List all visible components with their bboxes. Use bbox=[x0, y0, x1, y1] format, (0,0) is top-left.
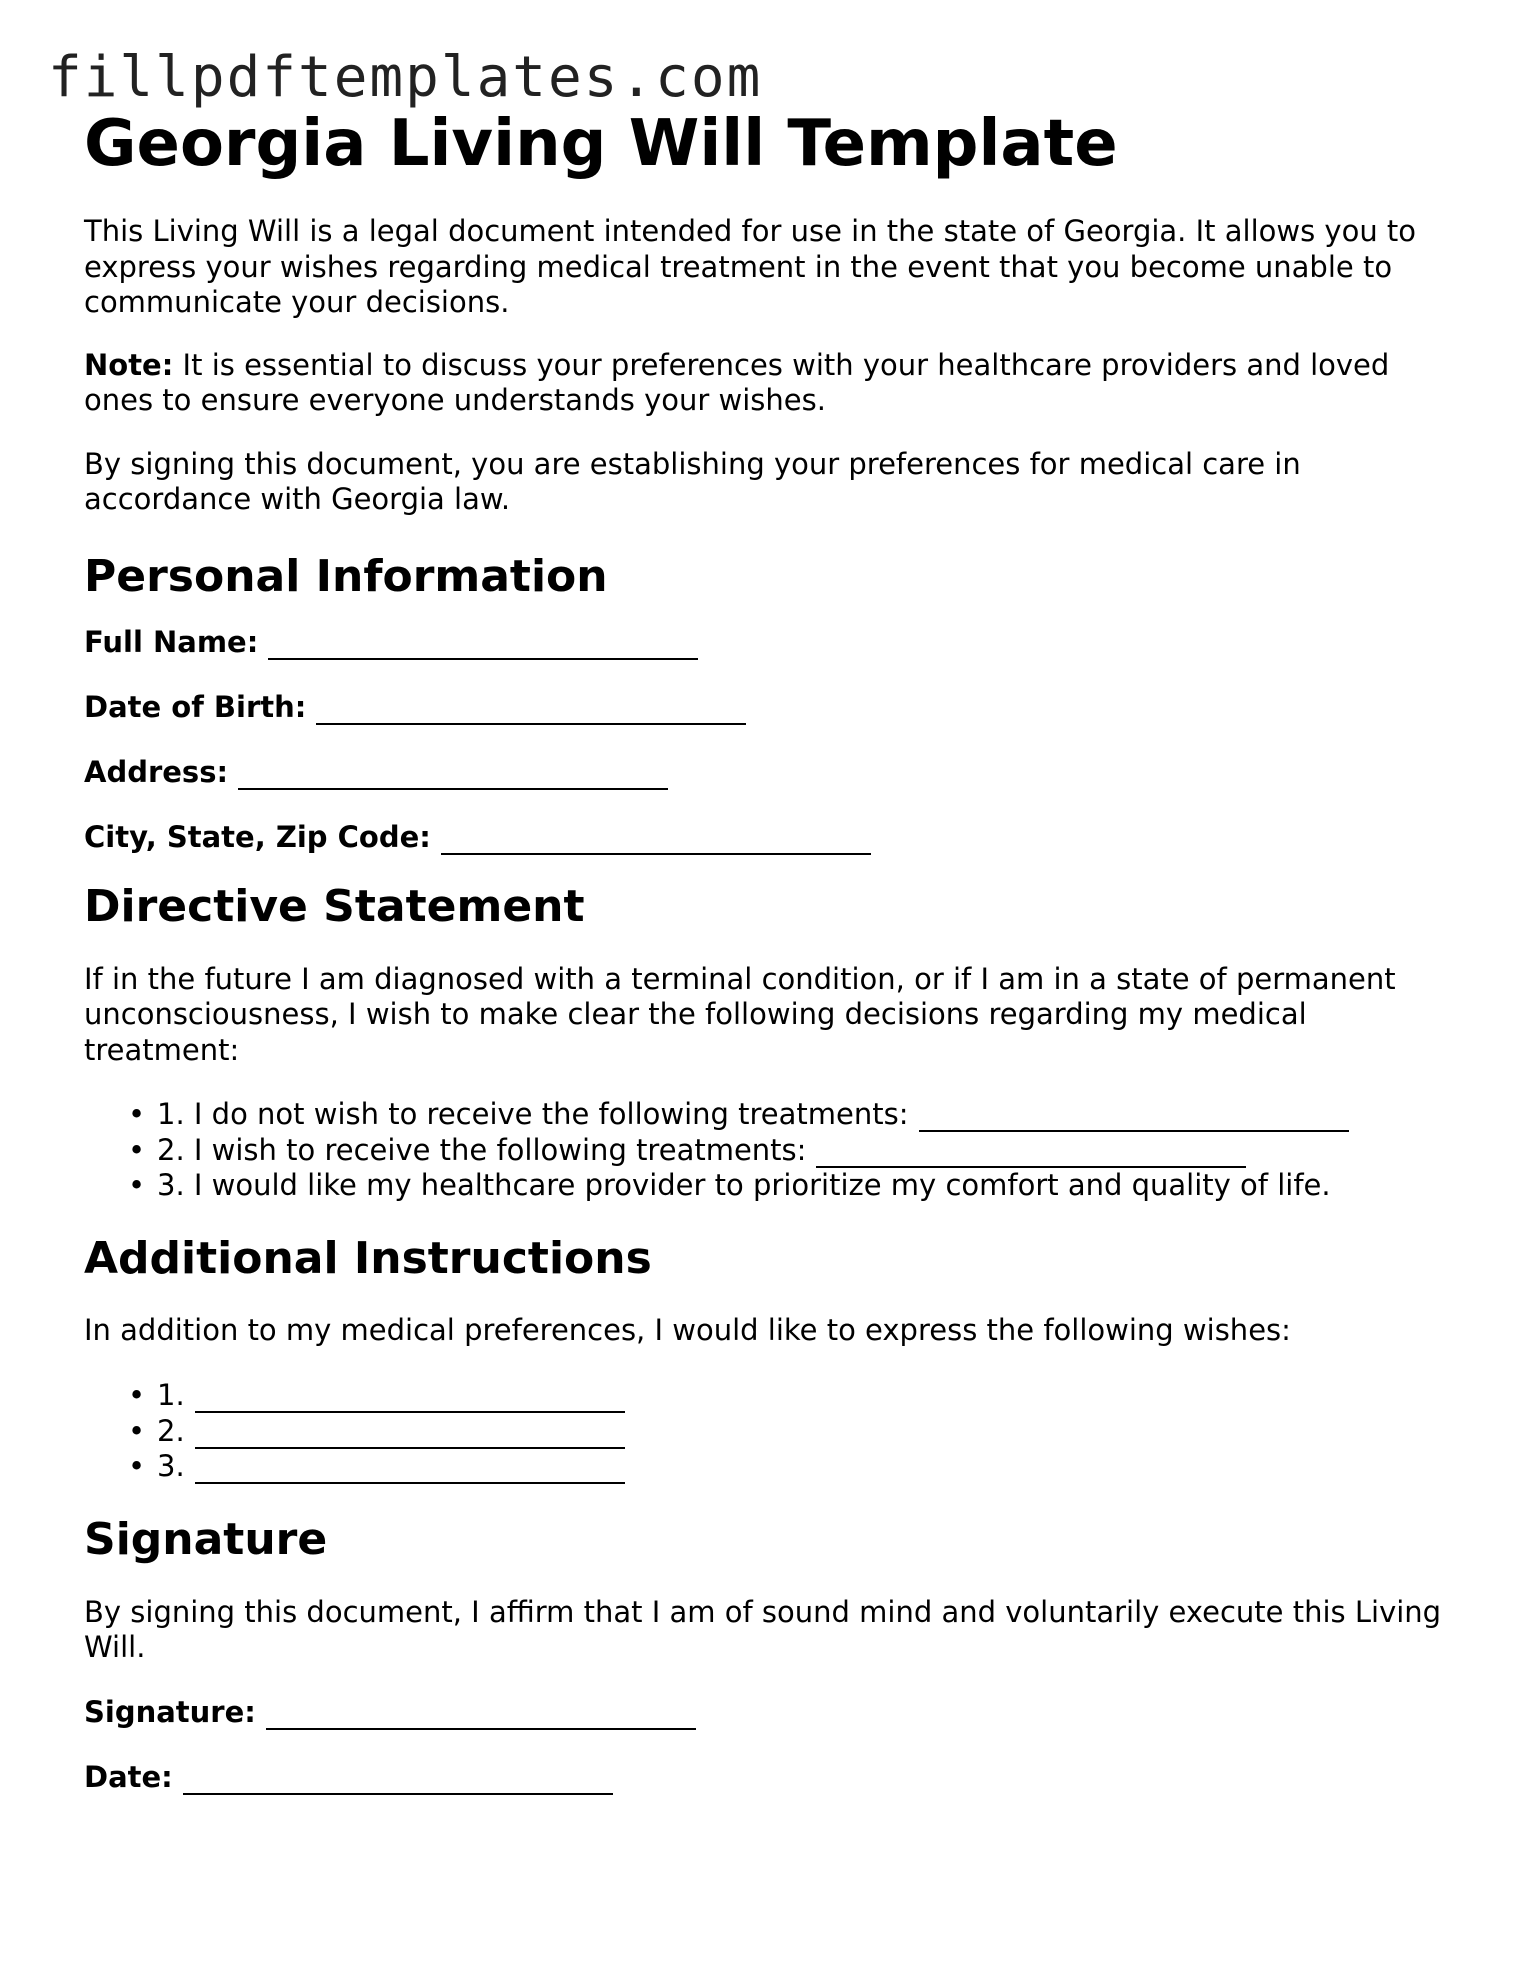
note-label: Note: bbox=[84, 347, 174, 382]
date-field[interactable] bbox=[84, 1760, 1454, 1795]
additional-item-1-number: 1. bbox=[157, 1378, 185, 1412]
dob-blank[interactable] bbox=[316, 723, 746, 725]
additional-item-3-blank[interactable] bbox=[195, 1482, 625, 1484]
signature-field[interactable] bbox=[84, 1695, 1454, 1730]
watermark: fillpdftemplates.com bbox=[48, 45, 763, 110]
list-item bbox=[84, 1097, 1454, 1133]
bullet-icon: • bbox=[128, 1168, 146, 1202]
list-item bbox=[84, 1378, 1454, 1414]
note-text: It is essential to discuss your preferences with your healthcare providers and loved ones to ensure everyone understands your wishes. bbox=[84, 347, 1390, 417]
city-state-zip-field[interactable] bbox=[84, 820, 1454, 855]
additional-paragraph: In addition to my medical preferences, I would like to express the following wishes: bbox=[84, 1312, 1291, 1347]
bullet-icon: • bbox=[128, 1097, 146, 1131]
city-state-zip-blank[interactable] bbox=[441, 853, 871, 855]
note-paragraph bbox=[84, 348, 1454, 419]
intro-paragraph: This Living Will is a legal document intended for use in the state of Georgia. It allows you to express your wishes regarding medical treatment in the event that you become unable to communicate your decisions. bbox=[84, 214, 1417, 319]
personal-info-heading: Personal Information bbox=[84, 550, 608, 602]
full-name-label: Full Name: bbox=[84, 624, 259, 659]
additional-list bbox=[84, 1378, 1454, 1485]
directive-heading: Directive Statement bbox=[84, 880, 585, 932]
signing-statement: By signing this document, you are establishing your preferences for medical care in accordance with Georgia law. bbox=[84, 446, 1301, 516]
date-label: Date: bbox=[84, 1759, 173, 1794]
date-blank[interactable] bbox=[183, 1793, 613, 1795]
list-item bbox=[84, 1168, 1454, 1204]
signature-paragraph: By signing this document, I affirm that I am of sound mind and voluntarily execute this Living Will. bbox=[84, 1594, 1442, 1664]
city-state-zip-label: City, State, Zip Code: bbox=[84, 819, 431, 854]
document-body bbox=[84, 106, 1454, 1795]
dob-field[interactable] bbox=[84, 690, 1454, 725]
full-name-field[interactable] bbox=[84, 625, 1454, 660]
address-field[interactable] bbox=[84, 755, 1454, 790]
signature-heading: Signature bbox=[84, 1513, 328, 1565]
dob-label: Date of Birth: bbox=[84, 689, 307, 724]
additional-item-3-number: 3. bbox=[157, 1449, 185, 1483]
directive-paragraph: If in the future I am diagnosed with a terminal condition, or if I am in a state of permanent unconsciousness, I wish to make clear the following decisions regarding my medical treatment: bbox=[84, 961, 1396, 1067]
directive-list bbox=[84, 1097, 1454, 1204]
directive-item-1-text: 1. I do not wish to receive the following treatments: bbox=[157, 1097, 909, 1131]
address-blank[interactable] bbox=[238, 788, 668, 790]
page-title: Georgia Living Will Template bbox=[84, 107, 1118, 181]
bullet-icon: • bbox=[128, 1378, 146, 1412]
bullet-icon: • bbox=[128, 1132, 146, 1167]
list-item bbox=[84, 1449, 1454, 1485]
bullet-icon: • bbox=[128, 1449, 146, 1483]
signature-blank[interactable] bbox=[266, 1728, 696, 1730]
address-label: Address: bbox=[84, 754, 229, 789]
bullet-icon: • bbox=[128, 1413, 146, 1448]
additional-heading: Additional Instructions bbox=[84, 1232, 652, 1284]
additional-item-2-number: 2. bbox=[157, 1413, 185, 1448]
signature-label: Signature: bbox=[84, 1694, 256, 1729]
directive-item-2-text: 2. I wish to receive the following treatments: bbox=[157, 1132, 807, 1167]
full-name-blank[interactable] bbox=[268, 658, 698, 660]
directive-item-3-text: 3. I would like my healthcare provider to prioritize my comfort and quality of life. bbox=[157, 1168, 1331, 1202]
list-item bbox=[84, 1133, 1454, 1169]
list-item bbox=[84, 1414, 1454, 1450]
